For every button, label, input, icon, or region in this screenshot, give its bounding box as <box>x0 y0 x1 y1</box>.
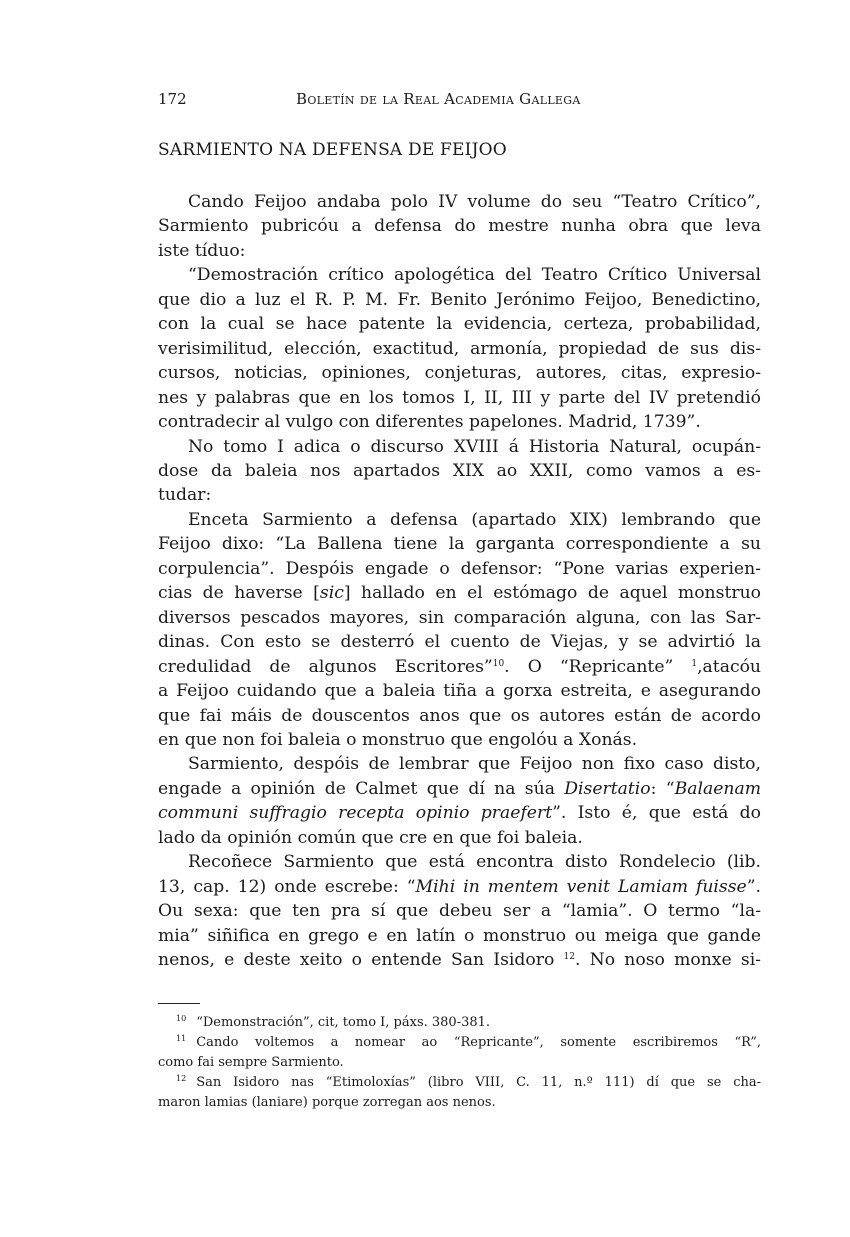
text-line <box>158 581 761 605</box>
text-line: Sarmiento, despóis de lembrar que Feijoo non fixo caso disto, <box>188 754 761 775</box>
footnote-line <box>158 1073 761 1093</box>
text-line: que dio a luz el R. P. M. Fr. Benito Jerónimo Feijoo, Benedictino, <box>158 289 761 310</box>
footnote-number: 11 <box>176 1034 187 1043</box>
footnote-number: 10 <box>176 1014 187 1023</box>
text-line: Ou sexa: que ten pra sí que debeu ser a “lamia”. O termo “la- <box>158 901 761 922</box>
text-line <box>158 875 761 899</box>
text-span: San Isidoro nas “Etimoloxías” (libro VIII, C. 11, n.º 111) dí que se cha- <box>196 1075 761 1090</box>
text-line: diversos pescados mayores, sin comparación alguna, con las Sar- <box>158 607 761 628</box>
paragraph-5 <box>158 752 761 850</box>
text-span: ,atacóu <box>697 656 761 677</box>
text-line <box>158 948 761 972</box>
text-span: ] hallado en el estómago de aquel monstruo <box>343 583 761 604</box>
paragraph-4 <box>158 508 761 753</box>
text-line: Recoñece Sarmiento que está encontra disto Rondelecio (lib. <box>188 852 761 873</box>
text-line: iste tíduo: <box>158 240 246 261</box>
text-line: con la cual se hace patente la evidencia, certeza, probabilidad, <box>158 314 761 335</box>
footnote-11 <box>158 1033 761 1073</box>
sic-italic: sic <box>319 583 344 604</box>
text-line: Sarmiento pubricóu a defensa do mestre nunha obra que leva <box>158 216 761 237</box>
page-number: 172 <box>158 90 187 108</box>
text-span: engade a opinión de Calmet que dí na súa <box>158 778 565 799</box>
text-span: ”. <box>746 876 761 897</box>
text-line: lado da opinión común que cre en que foi baleia. <box>158 827 583 848</box>
text-line: contradecir al vulgo con diferentes papelones. Madrid, 1739”. <box>158 412 701 433</box>
latin-italic: Mihi in mentem venit Lamiam fuisse <box>415 876 747 897</box>
text-line <box>158 777 761 801</box>
footnote-number: 12 <box>176 1074 187 1083</box>
text-line: Enceta Sarmiento a defensa (apartado XIX) lembrando que <box>188 509 761 530</box>
footnote-ref-11[interactable]: 1 <box>691 658 698 669</box>
paragraph-6 <box>158 850 761 972</box>
footnote-line: como fai sempre Sarmiento. <box>158 1055 344 1070</box>
text-span: 13, cap. 12) onde escrebe: “ <box>158 876 416 897</box>
footnote-line: maron lamias (laniare) porque zorregan aos nenos. <box>158 1095 496 1110</box>
footnote-12 <box>158 1073 761 1113</box>
text-line: tudar: <box>158 485 212 506</box>
text-span: . No noso monxe si- <box>575 950 761 971</box>
running-head <box>158 90 761 112</box>
text-line: nes y palabras que en los tomos I, II, III y parte del IV pretendió <box>158 387 761 408</box>
article-title: SARMIENTO NA DEFENSA DE FEIJOO <box>158 140 507 160</box>
text-line: en que non foi baleia o monstruo que engolóu a Xonás. <box>158 729 638 750</box>
footnote-line <box>158 1013 761 1033</box>
text-line: Cando Feijoo andaba polo IV volume do seu “Teatro Crítico”, <box>188 192 761 212</box>
text-span: : “ <box>650 778 675 799</box>
text-line <box>158 801 761 825</box>
footnote-ref-10[interactable]: 10 <box>492 658 505 669</box>
text-line: No tomo I adica o discurso XVIII á Historia Natural, ocupán- <box>188 436 761 457</box>
text-span: . O “Repricante” <box>504 656 692 677</box>
text-line: “Demostración crítico apologética del Teatro Crítico Universal <box>188 265 761 286</box>
latin-italic: Balaenam <box>674 778 761 799</box>
paragraph-3 <box>158 435 761 508</box>
journal-title: Boletín de la Real Academia Gallega <box>296 90 581 108</box>
text-line: que fai máis de douscentos anos que os autores están de acordo <box>158 705 761 726</box>
text-span: nenos, e deste xeito o entende San Isidoro <box>158 950 564 971</box>
text-span: cias de haverse [ <box>158 583 320 604</box>
text-line: mia” siñifica en grego e en latín o monstruo ou meiga que gande <box>158 925 761 946</box>
text-line: verisimilitud, elección, exactitud, armonía, propiedad de sus dis- <box>158 338 761 359</box>
text-span: credulidad de algunos Escritores” <box>158 656 493 677</box>
footnote-10 <box>158 1013 761 1033</box>
text-line: cursos, noticias, opiniones, conjeturas, autores, citas, expresio- <box>158 363 761 384</box>
footnotes <box>158 1013 761 1113</box>
text-line <box>158 655 761 679</box>
footnote-divider <box>158 1003 200 1004</box>
footnote-ref-12[interactable]: 12 <box>563 952 575 963</box>
text-span: Cando voltemos a nomear ao “Repricante”, somente escribiremos “R”, <box>196 1035 761 1050</box>
article-body <box>158 190 761 973</box>
footnote-line <box>158 1033 761 1053</box>
paragraph-1 <box>158 190 761 263</box>
text-line: a Feijoo cuidando que a baleia tiña a gorxa estreita, e asegurando <box>158 681 761 702</box>
latin-italic: communi suffragio recepta opinio praefert <box>158 803 553 824</box>
text-line: dose da baleia nos apartados XIX ao XXII, como vamos a es- <box>158 460 761 481</box>
paragraph-2-quoted-title <box>158 263 761 434</box>
text-span: “Demonstración”, cit, tomo I, páxs. 380-381. <box>196 1015 491 1030</box>
text-line: Feijoo dixo: “La Ballena tiene la garganta correspondiente a su <box>158 534 761 555</box>
disertatio-italic: Disertatio <box>564 778 651 799</box>
text-span: ”. Isto é, que está do <box>552 803 761 824</box>
text-line: dinas. Con esto se desterró el cuento de Viejas, y se advirtió la <box>158 632 761 653</box>
text-line: corpulencia”. Despóis engade o defensor: “Pone varias experien- <box>158 558 761 579</box>
